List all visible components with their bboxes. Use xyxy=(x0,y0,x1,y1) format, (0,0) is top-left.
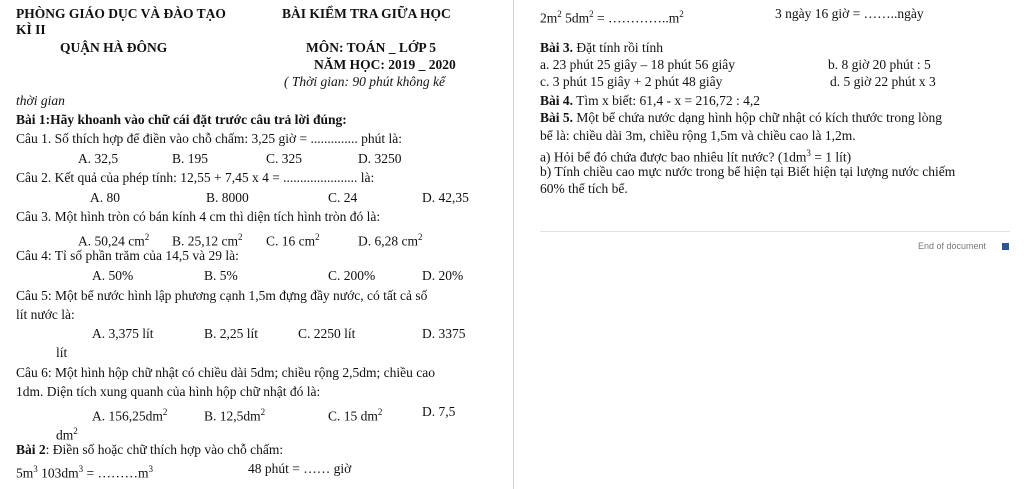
q1-option-d: D. 3250 xyxy=(358,151,402,166)
page-separator xyxy=(540,231,1010,232)
header-district: QUẬN HÀ ĐÔNG xyxy=(60,40,168,55)
q6-option-c: C. 15 $dm^2$ xyxy=(328,407,383,424)
q2-option-b: B. 8000 xyxy=(206,190,249,205)
header-duration-cont: thời gian xyxy=(16,93,65,108)
header-dept: PHÒNG GIÁO DỤC VÀ ĐÀO TẠO xyxy=(16,6,226,21)
q6-option-b: B. $12,5dm^2$ xyxy=(204,407,266,424)
question-6: Câu 6: Một hình hộp chữ nhật có chiều dài 5dm; chiều rộng 2,5dm; chiều cao xyxy=(16,365,435,380)
header-subject: MÔN: TOÁN _ LỚP 5 xyxy=(306,40,437,55)
question-2: Câu 2. Kết quả của phép tính: 12,55 + 7,45 x 4 = ...................... là: xyxy=(16,170,375,185)
bai2-item-1: $5m^3$ $103dm^3$ = $\dots\dots\dots m^3$ xyxy=(16,464,154,481)
question-5: Câu 5: Một bể nước hình lập phương cạnh 1,5m đựng đầy nước, có tất cả số xyxy=(16,288,428,303)
q3-option-d: D. 6,28 $cm^2$ xyxy=(358,232,423,249)
q2-option-a: A. 80 xyxy=(90,190,120,205)
q5-option-c: C. 2250 lít xyxy=(298,326,356,341)
bai3-part-a: a. 23 phút 25 giây – 18 phút 56 giây xyxy=(540,57,735,72)
end-of-document-icon xyxy=(1002,243,1009,250)
q3-option-a: A. 50,24 $cm^2$ xyxy=(78,232,150,249)
q3-option-c: C. 16 $cm^2$ xyxy=(266,232,320,249)
q2-option-d: D. 42,35 xyxy=(422,190,469,205)
q4-option-d: D. 20% xyxy=(422,268,464,283)
question-4: Câu 4: Tỉ số phần trăm của 14,5 và 29 là: xyxy=(16,248,239,263)
q4-option-b: B. 5% xyxy=(204,268,238,283)
q4-option-c: C. 200% xyxy=(328,268,376,283)
bai3-part-b: b. 8 giờ 20 phút : 5 xyxy=(828,57,931,72)
bai3-part-d: d. 5 giờ 22 phút x 3 xyxy=(830,74,936,89)
question-1: Câu 1. Số thích hợp để điền vào chỗ chấm: 3,25 giờ = .............. phút là: xyxy=(16,131,402,146)
q5-option-d-cont: lít xyxy=(56,345,68,360)
bai2-item-4: 3 ngày 16 giờ = ……..ngày xyxy=(775,6,924,21)
header-duration: ( Thời gian: 90 phút không kể xyxy=(284,74,445,89)
bai2-item-3: $2m^2$ $5dm^2$ = $\dots\dots\dots\dots..m^2$ xyxy=(540,9,684,26)
question-3: Câu 3. Một hình tròn có bán kính 4 cm thì diện tích hình tròn đó là: xyxy=(16,209,381,224)
q4-option-a: A. 50% xyxy=(92,268,134,283)
bai5-line-3: a) Hỏi bể đó chứa được bao nhiêu lít nước? ($1dm^3 = 1$ lít) xyxy=(540,148,852,165)
q1-option-c: C. 325 xyxy=(266,151,303,166)
q3-option-b: B. 25,12 $cm^2$ xyxy=(172,232,243,249)
bai5-line-5: 60% thể tích bể. xyxy=(540,181,628,196)
question-5-cont: lít nước là: xyxy=(16,307,75,322)
q6-option-a: A. $156,25dm^2$ xyxy=(92,407,168,424)
question-6-cont: 1dm. Diện tích xung quanh của hình hộp chữ nhật đó là: xyxy=(16,384,321,399)
q5-option-b: B. 2,25 lít xyxy=(204,326,259,341)
bai1-title: Bài 1:Hãy khoanh vào chữ cái đặt trước câu trả lời đúng: xyxy=(16,112,347,127)
bai5-line-2: bể là: chiều dài 3m, chiều rộng 1,5m và chiều cao là 1,2m. xyxy=(540,128,856,143)
column-divider xyxy=(513,0,514,489)
header-term: KÌ II xyxy=(16,22,46,37)
bai5-line-4: b) Tính chiều cao mực nước trong bể hiện tại Biết hiện tại lượng nước chiếm xyxy=(540,164,956,179)
header-school-year: NĂM HỌC: 2019 _ 2020 xyxy=(314,57,456,72)
q5-option-d: D. 3375 xyxy=(422,326,466,341)
q6-option-d: D. 7,5 xyxy=(422,404,456,419)
bai3-part-c: c. 3 phút 15 giây + 2 phút 48 giây xyxy=(540,74,723,89)
header-exam-title: BÀI KIỂM TRA GIỮA HỌC xyxy=(282,6,451,21)
bai5-line-1: Bài 5. Một bể chứa nước dạng hình hộp chữ nhật có kích thước trong lòng xyxy=(540,110,942,125)
bai2-item-2: 48 phút = …… giờ xyxy=(248,461,352,476)
bai4-line: Bài 4. Tìm x biết: 61,4 - x = 216,72 : 4,2 xyxy=(540,93,760,108)
q5-option-a: A. 3,375 lít xyxy=(92,326,154,341)
q6-option-d-cont: $dm^2$ xyxy=(56,426,78,443)
end-of-document-label: End of document xyxy=(918,241,987,251)
q2-option-c: C. 24 xyxy=(328,190,358,205)
q1-option-a: A. 32,5 xyxy=(78,151,119,166)
bai2-title: Bài 2: Điền số hoặc chữ thích hợp vào chỗ chấm: xyxy=(16,442,284,457)
bai3-title: Bài 3. Đặt tính rồi tính xyxy=(540,40,664,55)
q1-option-b: B. 195 xyxy=(172,151,209,166)
